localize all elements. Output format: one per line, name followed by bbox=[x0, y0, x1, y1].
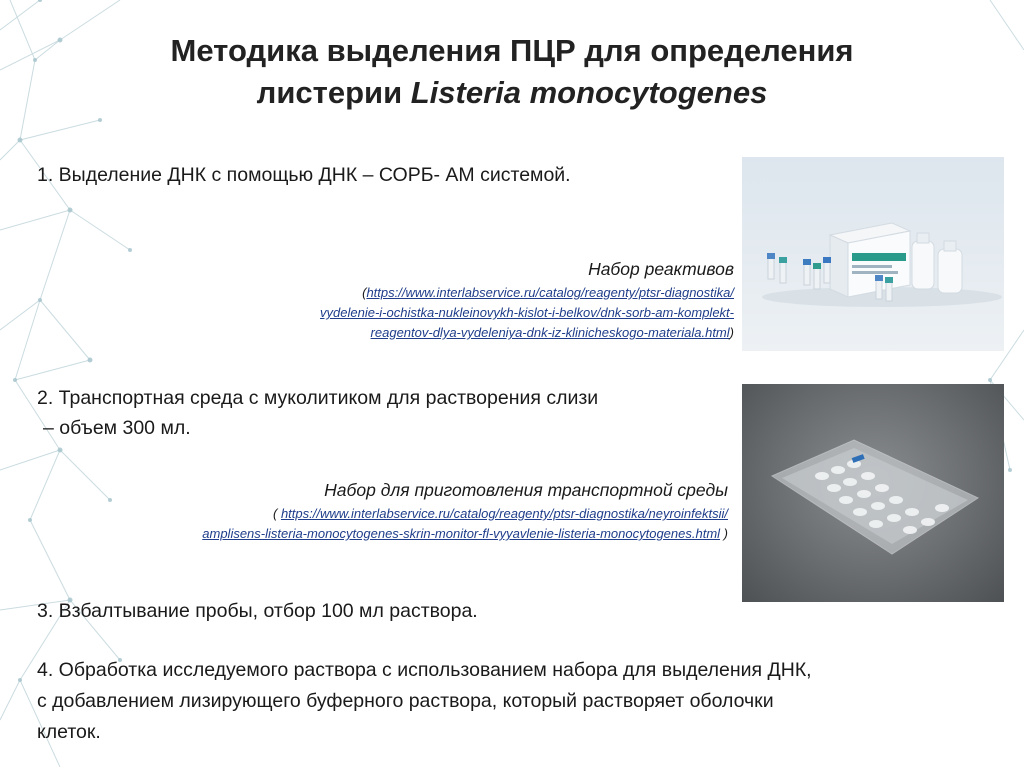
step-1-link-line bbox=[320, 283, 734, 303]
step-1-link-part-1[interactable]: https://www.interlabservice.ru/catalog/reagenty/ptsr-diagnostika/ bbox=[366, 285, 734, 300]
step-3-text: 3. Взбалтывание пробы, отбор 100 мл раствора. bbox=[37, 600, 478, 622]
transport-medium-photo bbox=[742, 384, 1004, 602]
link-paren-close: ) bbox=[729, 325, 734, 340]
reagent-kit-illustration bbox=[742, 157, 1004, 351]
step-2-link-line bbox=[202, 524, 728, 544]
reagent-kit-photo bbox=[742, 157, 1004, 351]
title-line-1: Методика выделения ПЦР для определения bbox=[170, 33, 854, 68]
step-1-link-part-2[interactable]: vydelenie-i-ochistka-nukleinovykh-kislot-i-belkov/dnk-sorb-am-komplekt- bbox=[320, 305, 734, 320]
step-2-line-2: – объем 300 мл. bbox=[43, 417, 191, 439]
step-1-link-part-3[interactable]: reagentov-dlya-vydeleniya-dnk-iz-klinicheskogo-materiala.html bbox=[370, 325, 730, 340]
step-1-link-block bbox=[320, 283, 734, 343]
title-line-2-italic: Listeria monocytogenes bbox=[410, 75, 768, 110]
step-2-link-block bbox=[202, 504, 728, 544]
step-1-link-line bbox=[320, 323, 734, 343]
step-4-line-1: 4. Обработка исследуемого раствора с использованием набора для выделения ДНК, bbox=[37, 659, 812, 681]
link-paren-open: ( bbox=[362, 285, 367, 300]
slide-title bbox=[0, 30, 1024, 114]
title-line-2 bbox=[0, 72, 1024, 114]
step-2-caption: Набор для приготовления транспортной среды bbox=[324, 480, 728, 500]
step-1-link-line bbox=[320, 303, 734, 323]
title-line-2-plain: листерии bbox=[256, 75, 411, 110]
link-paren-open: ( bbox=[273, 506, 281, 521]
step-1-caption: Набор реактивов bbox=[588, 259, 734, 279]
step-2-link-part-1[interactable]: https://www.interlabservice.ru/catalog/reagenty/ptsr-diagnostika/neyroinfektsii/ bbox=[280, 506, 728, 521]
step-1-text: 1. Выделение ДНК с помощью ДНК – СОРБ- АМ системой. bbox=[37, 164, 571, 186]
step-2-link-line bbox=[202, 504, 728, 524]
step-2-link-part-2[interactable]: amplisens-listeria-monocytogenes-skrin-monitor-fl-vyyavlenie-listeria-monocytogenes.html bbox=[202, 526, 721, 541]
step-2-line-1: 2. Транспортная среда с муколитиком для растворения слизи bbox=[37, 387, 599, 409]
step-4-line-2: с добавлением лизирующего буферного раствора, который растворяет оболочки bbox=[37, 690, 774, 712]
link-paren-close: ) bbox=[720, 526, 728, 541]
step-4-line-3: клеток. bbox=[37, 721, 101, 743]
transport-bag-illustration bbox=[742, 384, 1004, 602]
